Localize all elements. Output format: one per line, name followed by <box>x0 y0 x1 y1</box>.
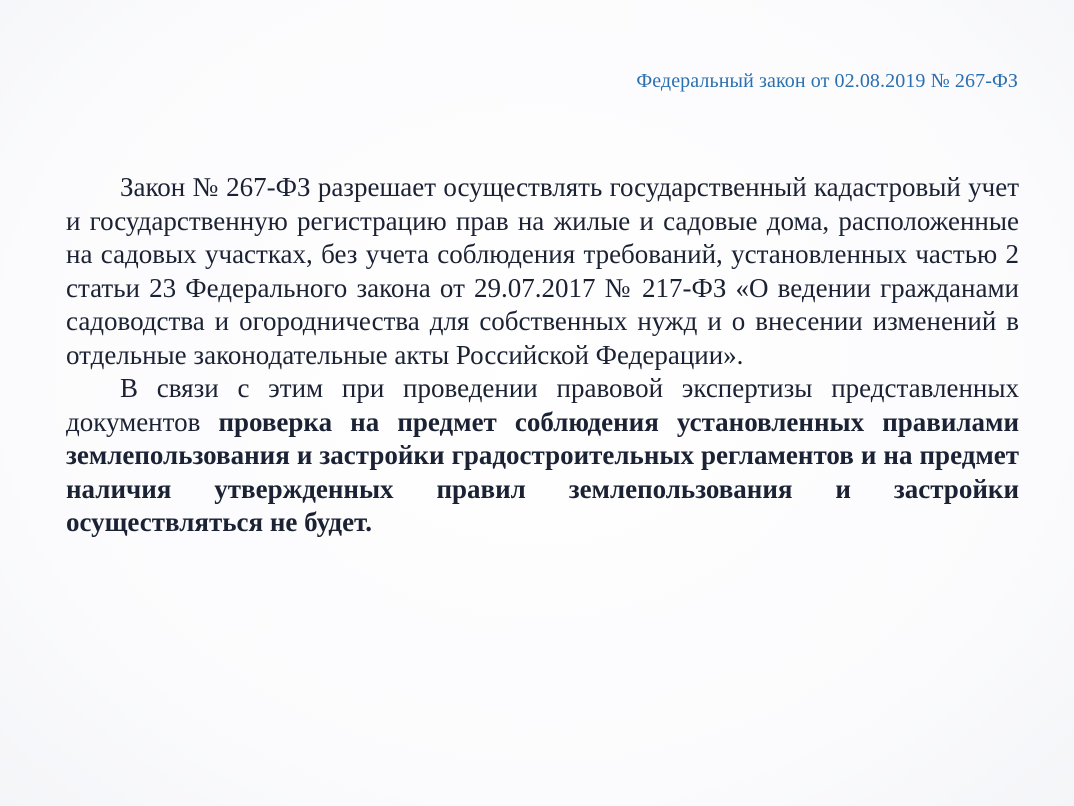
paragraph-2-plain: В связи с этим при проведении правовой экспертизы представленных документов <box>66 373 1019 437</box>
paragraph-2-bold: проверка на предмет соблюдения установленных правилами землепользования и застройки градостроительных регламентов и на предмет наличия утвержденных правил землепользования и застройки осуществляться не будет. <box>66 406 1020 537</box>
law-title: Федеральный закон от 02.08.2019 № 267-ФЗ <box>636 70 1018 92</box>
paragraph-2 <box>66 372 1019 540</box>
paragraph-1: Закон № 267-ФЗ разрешает осуществлять государственный кадастровый учет и государственную регистрацию прав на жилые и садовые дома, расположенные на садовых участках, без учета соблюдения требований, установленных частью 2 статьи 23 Федерального закона от 29.07.2017 № 217-ФЗ «О ведении гражданами садоводства и огородничества для собственных нужд и о внесении изменений в отдельные законодательные акты Российской Федерации». <box>66 172 1019 370</box>
slide-body <box>66 171 1019 540</box>
